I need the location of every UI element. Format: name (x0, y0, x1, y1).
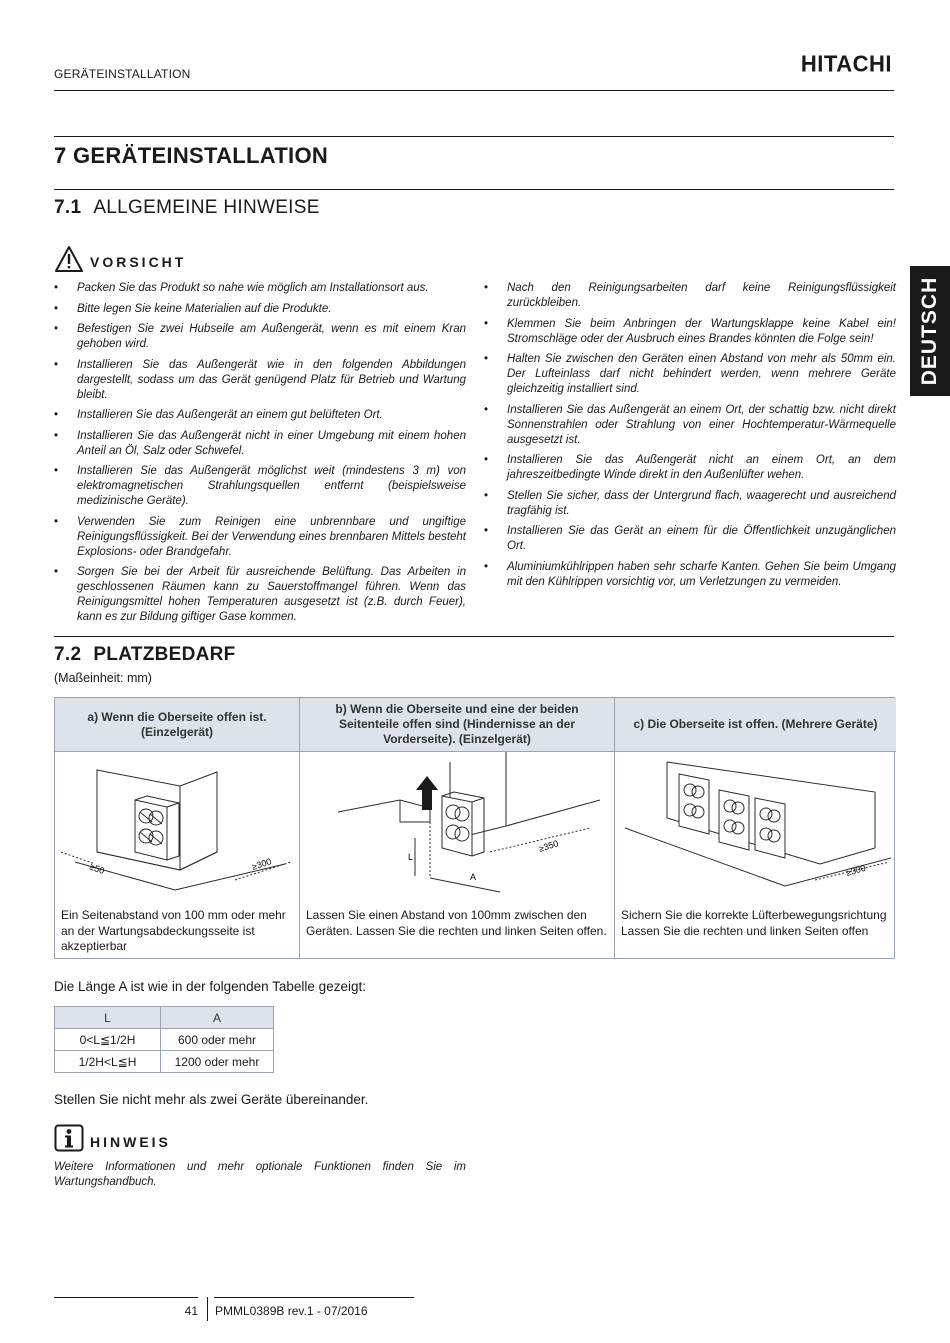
section-72-heading (54, 644, 236, 666)
hinweis-block (54, 1124, 171, 1152)
dim-label: ≥350 (537, 838, 560, 854)
table-cell: 600 oder mehr (161, 1029, 274, 1051)
diagram-front-obstacle-icon (300, 752, 614, 902)
space-col-header-a: a) Wenn die Oberseite offen ist. (Einzelgerät) (55, 698, 300, 752)
chapter-top-rule (54, 136, 894, 137)
header-section-label: GERÄTEINSTALLATION (54, 67, 191, 81)
dim-label: A (470, 872, 477, 882)
diagram-single-unit-icon (55, 752, 299, 902)
list-item: • Stellen Sie sicher, dass der Untergrund flach, waagerecht und ausreichend tragfähig ist. (484, 489, 896, 519)
footer-rule-left (54, 1297, 198, 1298)
list-item: • Packen Sie das Produkt so nahe wie möglich am Installationsort aus. (54, 281, 466, 296)
table-row (55, 1051, 274, 1073)
document-reference: PMML0389B rev.1 - 07/2016 (215, 1304, 368, 1318)
stack-note: Stellen Sie nicht mehr als zwei Geräte übereinander. (54, 1092, 369, 1107)
list-item: • Bitte legen Sie keine Materialien auf die Produkte. (54, 302, 466, 317)
table-header-a: A (161, 1007, 274, 1029)
language-tab (910, 266, 950, 396)
section-71-heading (54, 197, 320, 219)
hinweis-text: Weitere Informationen und mehr optionale Funktionen finden Sie im Wartungshandbuch. (54, 1161, 466, 1188)
list-item: • Befestigen Sie zwei Hubseile am Außengerät, wenn es mit einem Kran gehoben wird. (54, 322, 466, 352)
info-icon (54, 1124, 84, 1152)
section-71-number: 7.1 (54, 197, 82, 218)
table-cell: 0<L≦1/2H (55, 1029, 161, 1051)
language-tab-label: DEUTSCH (918, 276, 941, 386)
space-cell-c (615, 752, 896, 958)
page-number: 41 (184, 1304, 198, 1318)
space-requirements-table (54, 697, 895, 959)
space-caption-c: Sichern Sie die korrekte Lüfterbewegungsrichtung Lassen Sie die rechten und linken Seiten offen (621, 908, 887, 938)
table-header-row (55, 1007, 274, 1029)
list-item: • Installieren Sie das Außengerät an einem Ort, der schattig bzw. nicht direkt Sonnenstrahlen oder Strahlung von einer Hochtemperatur-Wärmequelle ausgesetzt ist. (484, 403, 896, 448)
list-item: • Installieren Sie das Außengerät an einem gut belüfteten Ort. (54, 408, 466, 423)
list-item: • Installieren Sie das Außengerät nicht in einer Umgebung mit einem hohen Anteil an Öl, Salz oder Schwefel. (54, 429, 466, 459)
space-cell-b (300, 752, 615, 958)
warning-triangle-icon (54, 245, 84, 273)
space-col-header-b: b) Wenn die Oberseite und eine der beiden Seitenteile offen sind (Hindernisse an der Vorderseite). (Einzelgerät) (300, 698, 615, 752)
section-72-number: 7.2 (54, 644, 82, 665)
list-item: • Installieren Sie das Außengerät möglichst weit (mindestens 3 m) von elektromagnetischen Strahlungsquellen entfernt (beispielsweise medizinische Geräte). (54, 464, 466, 509)
section-72-title: PLATZBEDARF (93, 644, 236, 665)
section-72-rule (54, 636, 894, 637)
chapter-title: 7 GERÄTEINSTALLATION (54, 143, 329, 168)
dim-label: ≥300 (844, 862, 867, 878)
dim-label: L (408, 852, 414, 862)
space-col-header-c: c) Die Oberseite ist offen. (Mehrere Geräte) (615, 698, 896, 752)
space-cell-a (55, 752, 300, 958)
header-divider (54, 90, 894, 91)
list-item: • Sorgen Sie bei der Arbeit für ausreichende Belüftung. Das Arbeiten in geschlossenen Räumen kann zu Sauerstoffmangel führen. Wenn das Reinigungsmittel hohen Temperaturen ausgesetzt ist (z.B. durch Feuer), kann es zur Bildung giftiger Gase kommen. (54, 565, 466, 625)
list-item: • Aluminiumkühlrippen haben sehr scharfe Kanten. Gehen Sie beim Umgang mit den Kühlrippen vorsichtig vor, um Verletzungen zu vermeiden. (484, 560, 896, 590)
list-item: • Installieren Sie das Gerät an einem für die Öffentlichkeit unzugänglichen Ort. (484, 524, 896, 554)
hitachi-logo: HITACHI (800, 50, 892, 77)
list-item: • Installieren Sie das Außengerät wie in den folgenden Abbildungen dargestellt, sodass um das Gerät genügend Platz für Betrieb und Wartung bleibt. (54, 358, 466, 403)
diagram-multiple-units-icon (615, 752, 895, 902)
table-row (55, 1029, 274, 1051)
length-note: Die Länge A ist wie in der folgenden Tabelle gezeigt: (54, 979, 366, 994)
table-cell: 1/2H<L≦H (55, 1051, 161, 1073)
space-caption-a: Ein Seitenabstand von 100 mm oder mehr an der Wartungsabdeckungsseite ist akzeptierbar (61, 908, 286, 953)
caution-list-right (484, 281, 896, 595)
list-item: • Nach den Reinigungsarbeiten darf keine Reinigungsflüssigkeit zurückbleiben. (484, 281, 896, 311)
space-caption-b: Lassen Sie einen Abstand von 100mm zwischen den Geräten. Lassen Sie die rechten und linken Seiten offen. (306, 908, 607, 938)
dim-label: ≥50 (88, 861, 106, 876)
footer-rule-right (214, 1297, 414, 1298)
caution-block (54, 243, 186, 273)
dim-label: ≥300 (250, 856, 273, 872)
length-a-table (54, 1006, 274, 1073)
list-item: • Installieren Sie das Außengerät nicht an einem Ort, an dem jahreszeitbedingte Winde direkt in den Außenlüfter wehen. (484, 453, 896, 483)
list-item: • Verwenden Sie zum Reinigen eine unbrennbare und ungiftige Reinigungsflüssigkeit. Bei der Verwendung eines brennbaren Mittels besteht Explosions- oder Brandgefahr. (54, 515, 466, 560)
list-item: • Klemmen Sie beim Anbringen der Wartungsklappe keine Kabel ein! Stromschläge oder der Ausbruch eines Brandes könnten die Folge sein! (484, 317, 896, 347)
table-header-l: L (55, 1007, 161, 1029)
list-item: • Halten Sie zwischen den Geräten einen Abstand von mehr als 50mm ein. Der Lufteinlass darf nicht behindert werden, wenn mehrere Geräte gleichzeitig installiert sind. (484, 352, 896, 397)
caution-list-left (54, 281, 466, 631)
hinweis-label: HINWEIS (90, 1134, 171, 1150)
chapter-bottom-rule (54, 189, 894, 190)
unit-note: (Maßeinheit: mm) (54, 671, 152, 685)
footer-separator (207, 1297, 208, 1321)
caution-label: VORSICHT (90, 254, 187, 270)
section-71-title: ALLGEMEINE HINWEISE (93, 197, 320, 218)
table-cell: 1200 oder mehr (161, 1051, 274, 1073)
